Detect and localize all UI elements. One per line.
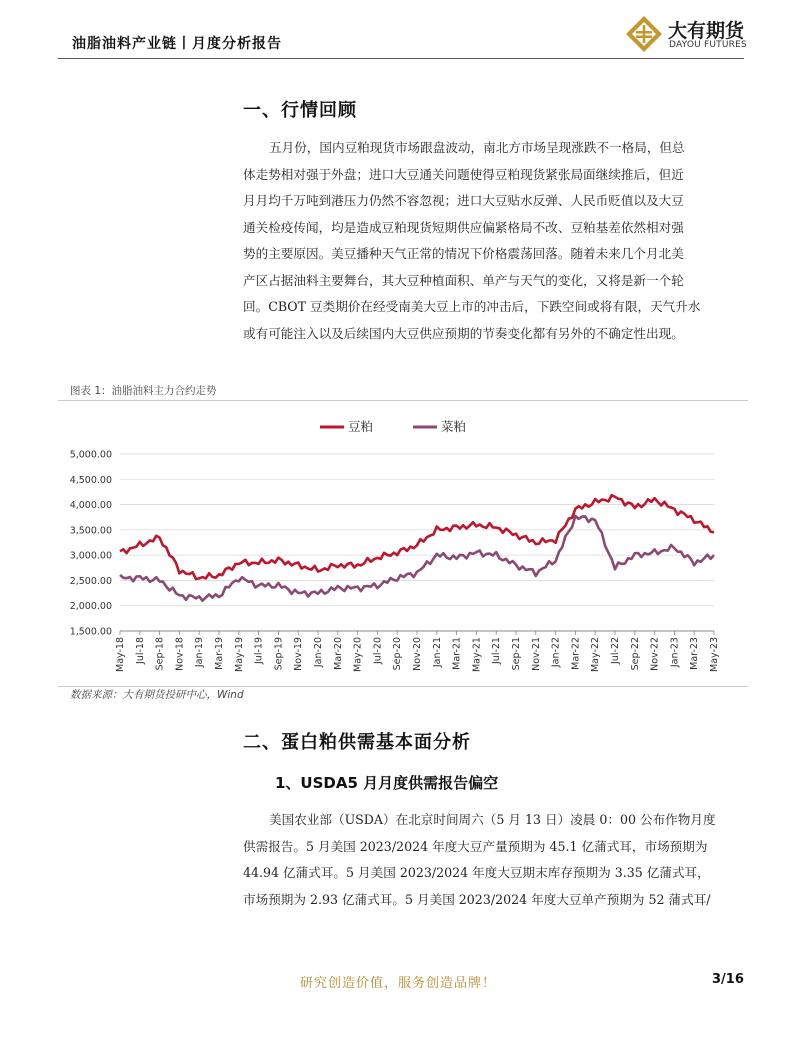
figure-caption: 图表 1：油脂油料主力合约走势 [70,385,217,397]
x-tick-label: Jan-22 [550,637,562,668]
x-tick-label: Mar-21 [451,637,463,670]
paragraph-line: 美国农业部（USDA）在北京时间周六（5 月 13 日）凌晨 0：00 公布作物月度 [269,812,716,827]
logo-text-cn: 大有期货 [668,20,745,42]
y-tick-label: 3,000.00 [69,550,112,562]
section2-subheading: 1、USDA5 月月度供需报告偏空 [275,774,499,792]
x-tick-label: May-18 [115,637,126,672]
paragraph-line: 产区占据油料主要舞台，其大豆种植面积、单产与天气的变化，又将是新一个轮 [243,272,684,288]
x-tick-label: Sep-21 [511,637,522,671]
report-title: 油脂油料产业链丨月度分析报告 [72,36,282,52]
x-tick-label: Mar-19 [214,637,225,670]
x-tick-label: Nov-20 [412,637,423,671]
y-axis-ticks [70,450,112,638]
diamond-logo-icon [624,14,664,54]
paragraph-line: 势的主要原因。美豆播种天气正常的情况下价格震荡回落。随着未来几个月北美 [243,246,684,261]
x-tick-label: Sep-18 [154,637,166,671]
section1-heading: 一、行情回顾 [243,100,357,121]
section2-paragraph [243,807,716,913]
legend-label: 菜粕 [441,419,467,434]
x-tick-label: Jul-22 [610,637,621,664]
x-tick-label: Jul-19 [253,637,265,664]
paragraph-line: 回。CBOT 豆类期价在经受南美大豆上市的冲击后，下跌空间或将有限，天气升水 [243,299,701,314]
x-tick-label: Jul-18 [134,637,146,664]
x-tick-label: Jul-20 [372,637,384,664]
y-tick-label: 1,500.00 [69,626,112,638]
x-tick-label: Nov-22 [649,637,661,671]
logo-text-en: DAYOU FUTURES [669,40,747,50]
paragraph-line: 44.94 亿蒲式耳。5 月美国 2023/2024 年度大豆期末库存预期为 3.35 亿蒲式耳， [243,865,710,880]
x-tick-label: Jul-21 [491,637,503,664]
footer-slogan: 研究创造价值，服务创造品牌！ [300,976,497,991]
x-tick-label: May-23 [709,637,720,672]
paragraph-line: 体走势相对强于外盘；进口大豆通关问题使得豆粕现货紧张局面继续推后，但近 [243,166,684,182]
paragraph-line: 月月均千万吨到港压力仍然不容忽视；进口大豆贴水反弹、人民币贬值以及大豆 [243,193,684,208]
paragraph-line: 市场预期为 2.93 亿蒲式耳。5 月美国 2023/2024 年度大豆单产预期为 52 蒲式耳/ [243,891,711,907]
x-tick-label: Jan-20 [313,637,324,668]
x-tick-label: Mar-22 [570,637,582,670]
series-line-1 [120,516,714,601]
y-tick-label: 2,500.00 [69,575,112,587]
x-tick-label: Sep-22 [629,637,641,671]
paragraph-line: 供需报告。5 月美国 2023/2024 年度大豆产量预期为 45.1 亿蒲式耳，市场预期为 [243,838,708,854]
paragraph-line: 通关检疫传闻，均是造成豆粕现货短期供应偏紧格局不改、豆粕基差依然相对强 [243,219,684,235]
figure-source: 数据来源：大有期货投研中心，Wind [70,689,244,701]
x-tick-label: Nov-21 [530,637,542,671]
x-tick-label: Jan-21 [431,637,443,668]
x-axis-ticks [115,631,720,672]
page-number: 3/16 [712,972,744,987]
y-tick-label: 4,500.00 [69,474,112,486]
page-header [0,0,802,70]
x-tick-label: May-22 [590,637,602,672]
x-tick-label: Jan-19 [194,637,206,668]
header-divider [58,58,744,59]
line-chart [58,404,748,684]
x-tick-label: May-21 [471,637,483,672]
paragraph-line: 五月份，国内豆粕现货市场跟盘波动，南北方市场呈现涨跌不一格局，但总 [269,140,685,155]
x-tick-label: Nov-19 [293,637,305,671]
legend-label: 豆粕 [348,419,374,434]
y-tick-label: 4,000.00 [69,500,112,512]
dayou-logo [624,14,764,54]
x-tick-label: Mar-23 [689,637,701,670]
chart-grid [120,454,714,631]
x-tick-label: May-20 [352,637,364,672]
chart-series [120,495,714,601]
x-tick-label: Sep-20 [392,637,404,671]
x-tick-label: Nov-18 [174,637,186,671]
x-tick-label: Sep-19 [273,637,285,671]
y-tick-label: 3,500.00 [69,525,112,537]
x-tick-label: Jan-23 [669,637,681,668]
chart-legend [320,419,466,434]
figure-top-rule [58,400,748,401]
section2-heading: 二、蛋白粕供需基本面分析 [243,732,471,753]
series-line-0 [120,495,714,579]
x-tick-label: Mar-20 [332,637,344,670]
paragraph-line: 或有可能注入以及后续国内大豆供应预期的节奏变化都有另外的不确定性出现。 [243,325,684,341]
y-tick-label: 2,000.00 [69,601,112,613]
section1-paragraph [243,135,700,347]
y-tick-label: 5,000.00 [69,449,112,461]
x-tick-label: May-19 [233,637,245,672]
